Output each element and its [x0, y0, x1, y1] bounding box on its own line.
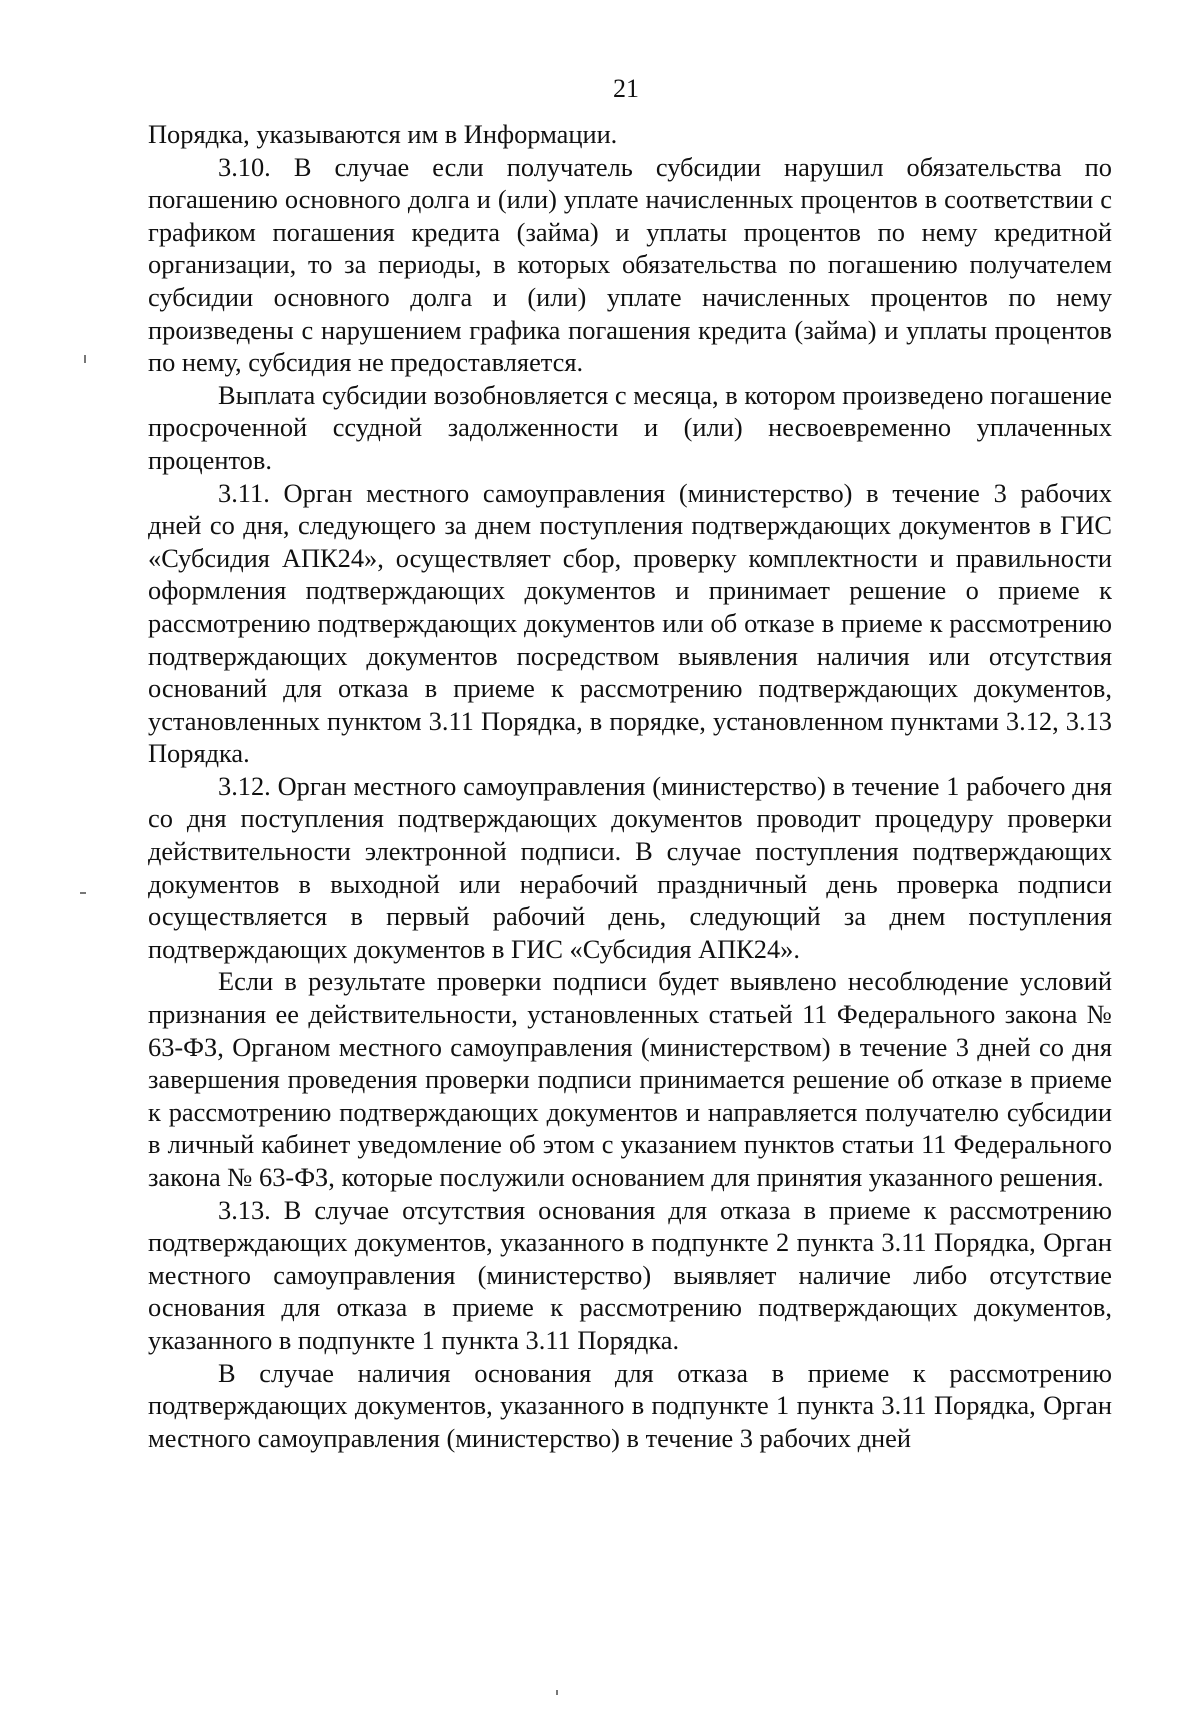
paragraph-payment-resumption: Выплата субсидии возобновляется с месяца, в котором произведено погашение просроченной ссудной задолженности и (или) несвоевременно уплаченных процентов.	[148, 379, 1112, 475]
page-number: 21	[613, 74, 639, 103]
document-body	[148, 118, 1112, 1454]
paragraph-3-10: 3.10. В случае если получатель субсидии нарушил обязательства по погашению основного долга и (или) уплате начисленных процентов в соответствии с графиком погашения кредита (займа) и уплаты процентов по нему кредитной организации, то за периоды, в которых обязательства по погашению получателем субсидии основного долга и (или) уплате начисленных процентов по нему произведены с нарушением графика погашения кредита (займа) и уплаты процентов по нему, субсидия не предоставляется.	[148, 151, 1112, 378]
scan-mark	[80, 892, 86, 894]
paragraph-signature-check: Если в результате проверки подписи будет выявлено несоблюдение условий признания ее действительности, установленных статьей 11 Федерального закона № 63-ФЗ, Органом местного самоуправления (министерством) в течение 3 дней со дня завершения проведения проверки подписи принимается решение об отказе в приеме к рассмотрению подтверждающих документов и направляется получателю субсидии в личный кабинет уведомление об этом с указанием пунктов статьи 11 Федерального закона № 63-ФЗ, которые послужили основанием для принятия указанного решения.	[148, 966, 1112, 1192]
paragraph-3-13: 3.13. В случае отсутствия основания для отказа в приеме к рассмотрению подтверждающих документов, указанного в подпункте 2 пункта 3.11 Порядка, Орган местного самоуправления (министерство) выявляет наличие либо отсутствие основания для отказа в приеме к рассмотрению подтверждающих документов, указанного в подпункте 1 пункта 3.11 Порядка.	[148, 1194, 1112, 1355]
paragraph-refusal-case: В случае наличия основания для отказа в приеме к рассмотрению подтверждающих документов, указанного в подпункте 1 пункта 3.11 Порядка, Орган местного самоуправления (министерство) в течение 3 рабочих дней	[148, 1357, 1112, 1453]
paragraph-3-12: 3.12. Орган местного самоуправления (министерство) в течение 1 рабочего дня со дня поступления подтверждающих документов проводит процедуру проверки действительности электронной подписи. В случае поступления подтверждающих документов в выходной или нерабочий праздничный день проверка подписи осуществляется в первый рабочий день, следующий за днем поступления подтверждающих документов в ГИС «Субсидия АПК24».	[148, 770, 1112, 964]
paragraph-3-11: 3.11. Орган местного самоуправления (министерство) в течение 3 рабочих дней со дня, следующего за днем поступления подтверждающих документов в ГИС «Субсидия АПК24», осуществляет сбор, проверку комплектности и правильности оформления подтверждающих документов и принимает решение о приеме к рассмотрению подтверждающих документов или об отказе в приеме к рассмотрению подтверждающих документов посредством выявления наличия или отсутствия оснований для отказа в приеме к рассмотрению подтверждающих документов, установленных пунктом 3.11 Порядка, в порядке, установленном пунктами 3.12, 3.13 Порядка.	[148, 477, 1112, 769]
paragraph-continuation: Порядка, указываются им в Информации.	[148, 119, 618, 149]
scan-mark	[84, 355, 86, 363]
scan-mark	[556, 1690, 558, 1695]
